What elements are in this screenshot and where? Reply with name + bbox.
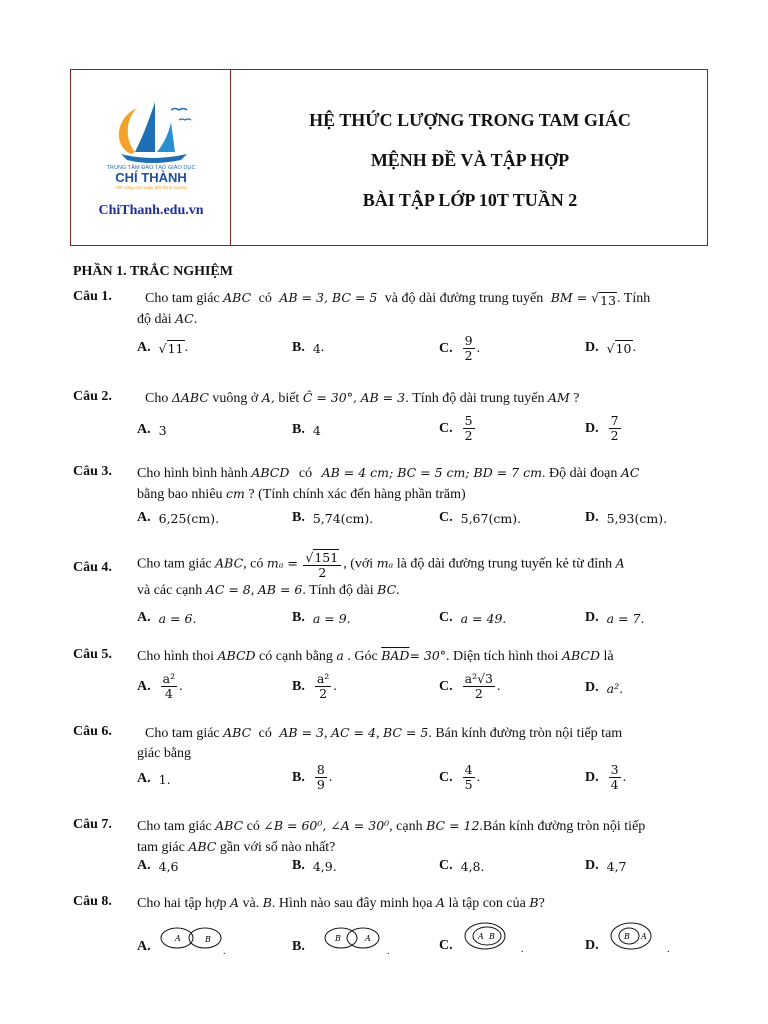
- document-header: [70, 69, 708, 246]
- chi-thanh-logo: [91, 96, 211, 192]
- question-2-option-d[interactable]: D. $\frac{7}{2}$: [585, 413, 619, 443]
- question-8-option-b[interactable]: B. B A .: [292, 924, 393, 956]
- question-6-option-b[interactable]: B. $\frac{8}{9}$ .: [292, 762, 333, 792]
- question-7-option-a[interactable]: A. 4,6: [137, 858, 179, 874]
- question-1-option-a[interactable]: A. √ 11 .: [137, 340, 188, 356]
- svg-text:A: A: [477, 932, 484, 941]
- svg-text:B: B: [488, 932, 495, 941]
- question-3-label: Câu 3.: [73, 464, 112, 479]
- site-link[interactable]: ChiThanh.edu.vn: [98, 203, 204, 218]
- question-6-text: Cho tam giác ABC có AB = 3, AC = 4, BC = 5. Bán kính đường tròn nội tiếp tam giác bằng: [137, 725, 623, 761]
- svg-text:A: A: [640, 932, 647, 941]
- svg-text:A: A: [174, 934, 181, 943]
- venn-diagram-b-in-a: [461, 920, 527, 954]
- question-1-option-c[interactable]: C. $\frac{9}{2}$ .: [439, 333, 481, 363]
- question-4-text: Cho tam giác ABC, có mₐ = √ 151 2 , (với mₐ là độ dài đường trung tuyến kẻ từ đỉnh A và các cạnh AC = 8, AB = 6. Tính độ dài BC.: [137, 550, 625, 598]
- question-6-option-d[interactable]: D. $\frac{3}{4}$ .: [585, 762, 627, 792]
- question-2-label: Câu 2.: [73, 389, 112, 404]
- svg-text:B: B: [334, 934, 341, 943]
- question-4-label: Câu 4.: [73, 560, 112, 575]
- question-3-option-c[interactable]: C. 5,67(cm).: [439, 510, 522, 526]
- question-3-option-a[interactable]: A. 6,25(cm).: [137, 510, 220, 526]
- venn-diagram-intersect: [313, 924, 393, 956]
- question-7-option-c[interactable]: C. 4,8.: [439, 858, 485, 874]
- svg-text:.: .: [520, 944, 524, 954]
- question-1-option-d[interactable]: D. √ 10 .: [585, 340, 636, 356]
- question-7-text: Cho tam giác ABC có ∠B = 60⁰, ∠A = 30⁰, cạnh BC = 12.Bán kính đường tròn nội tiếp tam giác ABC gần với số nào nhất?: [137, 818, 646, 855]
- svg-text:.: .: [222, 946, 226, 956]
- question-5-option-d[interactable]: D. a².: [585, 680, 624, 696]
- question-3-option-b[interactable]: B. 5,74(cm).: [292, 510, 374, 526]
- question-2-option-b[interactable]: B. 4: [292, 422, 321, 438]
- svg-text:.: .: [666, 944, 670, 954]
- question-5-option-a[interactable]: A. $\frac{\text{a²}}{4}$ .: [137, 671, 183, 701]
- title-line-2: MỆNH ĐỀ VÀ TẬP HỢP: [370, 150, 570, 170]
- question-8-option-c[interactable]: C. A B .: [439, 920, 527, 954]
- question-2-option-a[interactable]: A. 3: [137, 422, 167, 438]
- svg-text:B: B: [623, 932, 630, 941]
- logo-brand-name: CHÍ THÀNH: [115, 170, 187, 185]
- question-4-option-d[interactable]: D. a = 7.: [585, 610, 645, 626]
- question-7-option-d[interactable]: D. 4,7: [585, 858, 627, 874]
- question-6-option-c[interactable]: C. $\frac{4}{5}$ .: [439, 762, 481, 792]
- svg-text:B: B: [204, 935, 211, 944]
- venn-diagram-a-in-b: [607, 920, 673, 954]
- title-line-1: HỆ THỨC LƯỢNG TRONG TAM GIÁC: [309, 110, 631, 130]
- question-3-text: Cho hình bình hành ABCD có AB = 4 cm; BC = 5 cm; BD = 7 cm. Độ dài đoạn AC bằng bao nhiêu cm ? (Tính chính xác đến hàng phần trăm): [137, 465, 640, 502]
- question-7-label: Câu 7.: [73, 817, 112, 832]
- question-8-option-a[interactable]: A. A B .: [137, 924, 229, 956]
- question-6-option-a[interactable]: A. 1.: [137, 771, 171, 787]
- svg-text:.: .: [386, 946, 390, 956]
- question-2-option-c[interactable]: C. $\frac{5}{2}$: [439, 413, 473, 443]
- title-line-3: BÀI TẬP LỚP 10T TUẦN 2: [362, 190, 578, 210]
- question-4-option-b[interactable]: B. a = 9.: [292, 610, 351, 626]
- question-5-option-b[interactable]: B. $\frac{\text{a²}}{2}$ .: [292, 671, 337, 701]
- venn-diagram-separate: [159, 924, 229, 956]
- question-5-option-c[interactable]: C. $\frac{\text{a²√3}}{2}$ .: [439, 671, 501, 701]
- question-1-label: Câu 1.: [73, 289, 112, 304]
- question-4-option-a[interactable]: A. a = 6.: [137, 610, 197, 626]
- question-2-text: Cho ΔABC vuông ở A, biết Ĉ = 30°, AB = 3. Tính độ dài trung tuyến AM ?: [145, 390, 580, 406]
- logo-caption-top: TRUNG TÂM ĐÀO TẠO GIÁO DỤC: [106, 165, 196, 171]
- svg-text:A: A: [364, 934, 371, 943]
- question-3-option-d[interactable]: D. 5,93(cm).: [585, 510, 668, 526]
- question-8-text: Cho hai tập hợp A và. B. Hình nào sau đây minh họa A là tập con của B?: [137, 895, 545, 911]
- question-4-option-c[interactable]: C. a = 49.: [439, 610, 507, 626]
- question-5-label: Câu 5.: [73, 647, 112, 662]
- section-title: PHẦN 1. TRẮC NGHIỆM: [73, 264, 233, 279]
- question-8-option-d[interactable]: D. B A .: [585, 920, 673, 954]
- logo-slogan: Nền tảng cho cuộc đời thịnh vượng: [115, 185, 187, 190]
- question-1-text: Cho tam giác ABC có AB = 3, BC = 5 và độ dài đường trung tuyến BM = √ 13 . Tính độ dài AC.: [137, 290, 651, 327]
- question-8-label: Câu 8.: [73, 894, 112, 909]
- question-1-option-b[interactable]: B. 4 .: [292, 340, 325, 356]
- question-6-label: Câu 6.: [73, 724, 112, 739]
- question-7-option-b[interactable]: B. 4,9.: [292, 858, 337, 874]
- question-5-text: Cho hình thoi ABCD có cạnh bằng a . Góc $\overline{BAD}= 30^\circ$. Diện tích hình thoi ABCD là: [137, 648, 614, 664]
